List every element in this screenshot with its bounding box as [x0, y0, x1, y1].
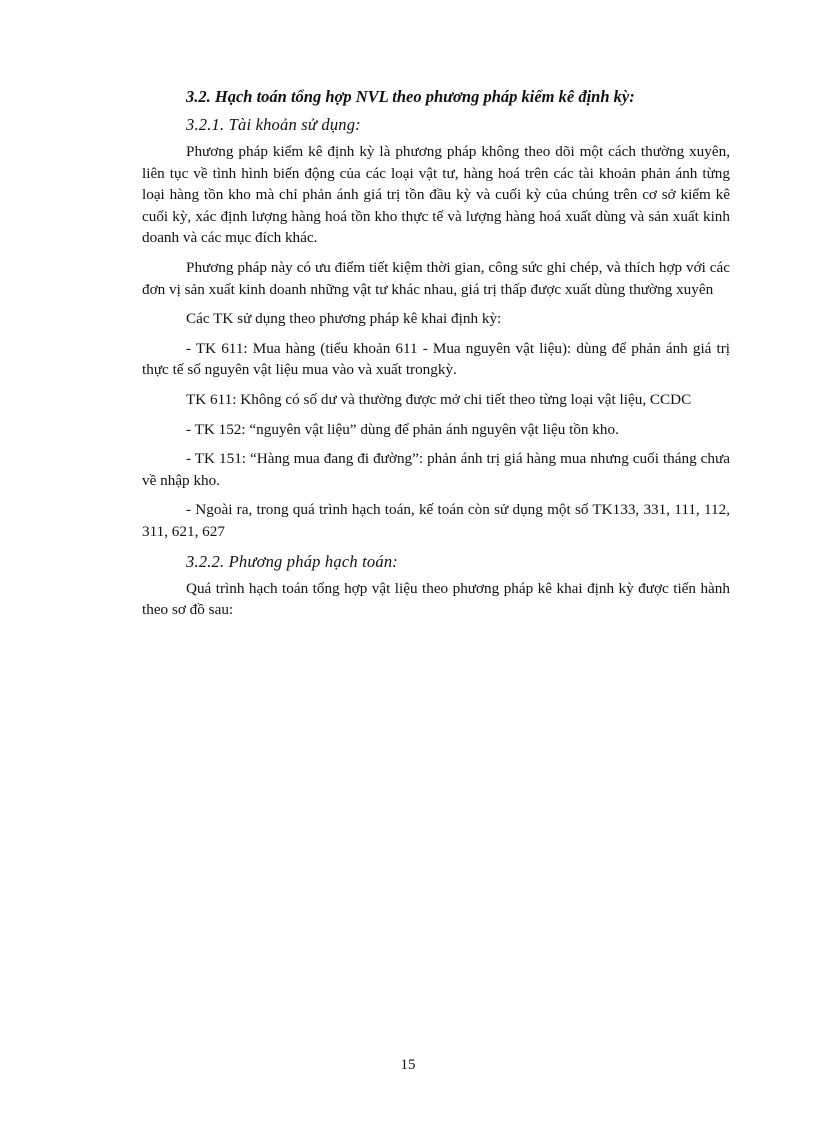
- section-heading: 3.2. Hạch toán tổng hợp NVL theo phương pháp kiểm kê định kỳ:: [186, 87, 635, 106]
- paragraph: Phương pháp này có ưu điểm tiết kiệm thời gian, công sức ghi chép, và thích hợp với các đơn vị sản xuất kinh doanh những vật tư khác nhau, giá trị thấp được xuất dùng thường xuyên: [142, 258, 730, 298]
- paragraph: - TK 151: “Hàng mua đang đi đường”: phản ánh trị giá hàng mua nhưng cuối tháng chưa về nhập kho.: [142, 450, 730, 489]
- paragraph: - TK 152: “nguyên vật liệu” dùng để phản ánh nguyên vật liệu tồn kho.: [186, 420, 619, 438]
- paragraph: Phương pháp kiểm kê định kỳ là phương pháp không theo dõi một cách thường xuyên, liên tục về tình hình biến động của các loại vật tư, hàng hoá trên các tài khoản phản ánh từng loại hàng tồn kho mà chỉ phản ánh giá trị tồn đầu kỳ và cuối kỳ của chúng trên cơ sở kiểm kê cuối kỳ, xác định lượng hàng hoá tồn kho thực tế và lượng hàng hoá xuất dùng và sản xuất kinh doanh và các mục đích khác.: [142, 143, 730, 247]
- document-page: [142, 86, 730, 629]
- page-number: 15: [400, 1057, 416, 1073]
- subsection-title-accounts: 3.2.1. Tài khoản sử dụng:: [186, 115, 361, 134]
- paragraph: TK 611: Không có số dư và thường được mở chi tiết theo từng loại vật liệu, CCDC: [186, 390, 692, 408]
- paragraph: - Ngoài ra, trong quá trình hạch toán, kế toán còn sử dụng một số TK133, 331, 111, 112, 311, 621, 627: [142, 501, 730, 540]
- paragraph: - TK 611: Mua hàng (tiểu khoản 611 - Mua nguyên vật liệu): dùng để phản ánh giá trị thực tế số nguyên vật liệu mua vào và xuất trongkỳ.: [142, 339, 730, 379]
- paragraph: Quá trình hạch toán tổng hợp vật liệu theo phương pháp kê khai định kỳ được tiến hành theo sơ đồ sau:: [142, 579, 730, 619]
- subsection-title-method: 3.2.2. Phương pháp hạch toán:: [186, 551, 398, 571]
- paragraph: Các TK sử dụng theo phương pháp kê khai định kỳ:: [186, 310, 502, 328]
